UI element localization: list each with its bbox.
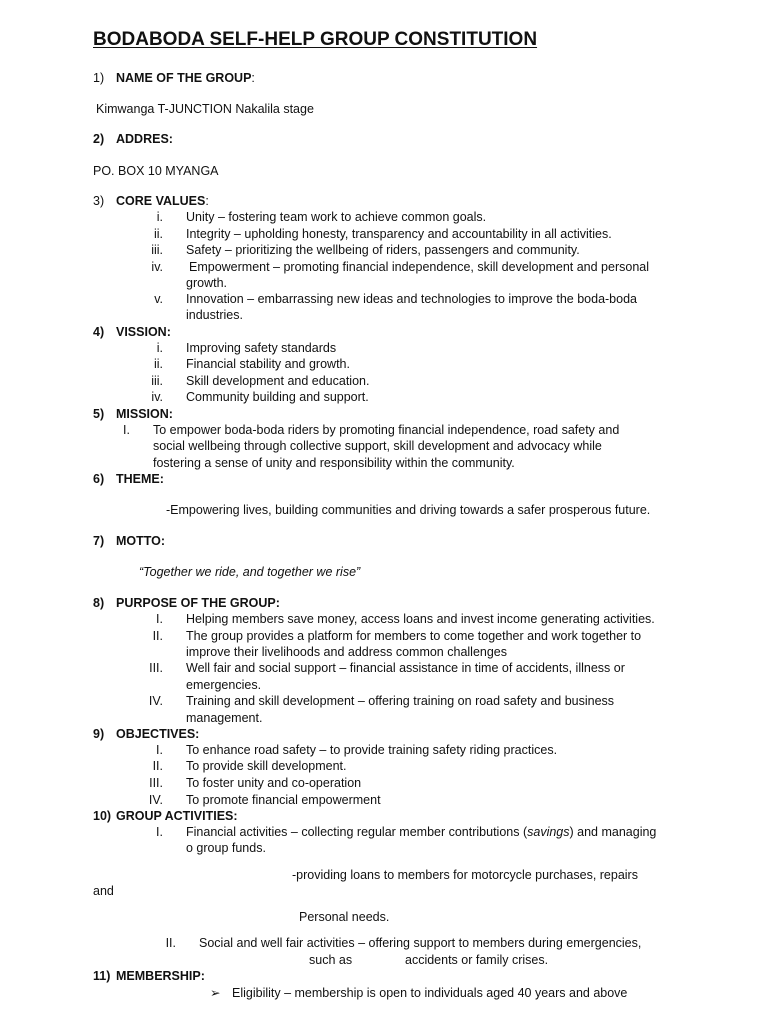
list-item-continuation: management. bbox=[186, 711, 263, 725]
list-item-continuation: o group funds. bbox=[186, 841, 266, 855]
list-item: To provide skill development. bbox=[186, 759, 347, 773]
list-item-continuation: emergencies. bbox=[186, 678, 262, 692]
section-number: 2) bbox=[93, 132, 105, 146]
section-number: 11) bbox=[93, 969, 111, 983]
theme-text: -Empowering lives, building communities and driving towards a safer prosperous future. bbox=[166, 503, 651, 517]
list-item: Well fair and social support – financial assistance in time of accidents, illness or bbox=[186, 661, 625, 675]
motto-text: “Together we ride, and together we rise” bbox=[139, 565, 361, 579]
section-heading: PURPOSE OF THE GROUP: bbox=[116, 596, 280, 610]
list-item: Safety – prioritizing the wellbeing of riders, passengers and community. bbox=[186, 243, 580, 257]
list-number: IV. bbox=[148, 793, 163, 807]
list-item: Skill development and education. bbox=[186, 374, 370, 388]
list-item: Helping members save money, access loans and invest income generating activities. bbox=[186, 612, 655, 626]
list-number: II. bbox=[152, 759, 163, 773]
list-item: Financial activities – collecting regular member contributions (savings) and managing bbox=[186, 825, 657, 839]
list-number: iii. bbox=[151, 243, 163, 257]
section-number: 1) bbox=[93, 71, 105, 85]
section-heading: ADDRES: bbox=[116, 132, 173, 146]
list-item: To promote financial empowerment bbox=[186, 793, 381, 807]
list-item: To foster unity and co-operation bbox=[186, 776, 362, 790]
section-number: 9) bbox=[93, 727, 105, 741]
list-item: Integrity – upholding honesty, transparency and accountability in all activities. bbox=[186, 227, 612, 241]
list-number: ii. bbox=[153, 227, 163, 241]
list-number: iv. bbox=[151, 390, 163, 404]
list-item-continuation: accidents or family crises. bbox=[405, 953, 549, 967]
mission-line: To empower boda-boda riders by promoting financial independence, road safety and bbox=[153, 423, 620, 437]
list-item: To enhance road safety – to provide training safety riding practices. bbox=[186, 743, 558, 757]
list-number: ii. bbox=[153, 357, 163, 371]
list-item-continuation: such as bbox=[309, 953, 353, 967]
section-heading: MEMBERSHIP: bbox=[116, 969, 205, 983]
list-number: I. bbox=[156, 743, 163, 757]
mission-line: social wellbeing through collective support, skill development and advocacy while bbox=[153, 439, 602, 453]
list-item: Financial stability and growth. bbox=[186, 357, 350, 371]
list-number: III. bbox=[149, 776, 163, 790]
list-number: III. bbox=[149, 661, 163, 675]
list-number: I. bbox=[156, 612, 163, 626]
list-item: Improving safety standards bbox=[186, 341, 337, 355]
address-value: PO. BOX 10 MYANGA bbox=[93, 164, 219, 178]
list-item: The group provides a platform for members to come together and work together to bbox=[186, 629, 642, 643]
list-number: i. bbox=[156, 341, 163, 355]
list-item-continuation: industries. bbox=[186, 308, 243, 322]
list-number: II. bbox=[152, 629, 163, 643]
list-number: I. bbox=[123, 423, 130, 437]
group-name-value: Kimwanga T-JUNCTION Nakalila stage bbox=[96, 102, 314, 116]
section-number: 6) bbox=[93, 472, 105, 486]
section-heading: NAME OF THE GROUP: bbox=[116, 71, 255, 85]
list-item: Empowerment – promoting financial independence, skill development and personal bbox=[189, 260, 649, 274]
list-item: Community building and support. bbox=[186, 390, 369, 404]
section-heading: OBJECTIVES: bbox=[116, 727, 200, 741]
section-heading: CORE VALUES: bbox=[116, 194, 209, 208]
section-heading: MISSION: bbox=[116, 407, 173, 421]
arrow-bullet-icon: ➢ bbox=[210, 986, 221, 1000]
section-number: 3) bbox=[93, 194, 105, 208]
section-number: 5) bbox=[93, 407, 105, 421]
list-item: Eligibility – membership is open to individuals aged 40 years and above bbox=[232, 986, 628, 1000]
list-number: I. bbox=[156, 825, 163, 839]
loans-line: Personal needs. bbox=[299, 910, 390, 924]
list-number: v. bbox=[154, 292, 163, 306]
list-number: II. bbox=[165, 936, 176, 950]
list-item: Innovation – embarrassing new ideas and technologies to improve the boda-boda bbox=[186, 292, 637, 306]
section-number: 4) bbox=[93, 325, 105, 339]
section-number: 7) bbox=[93, 534, 105, 548]
list-item-continuation: growth. bbox=[186, 276, 227, 290]
list-item-continuation: improve their livelihoods and address common challenges bbox=[186, 645, 508, 659]
document-title: BODABODA SELF-HELP GROUP CONSTITUTION bbox=[93, 29, 538, 50]
list-number: i. bbox=[156, 210, 163, 224]
list-item: Training and skill development – offering training on road safety and business bbox=[186, 694, 615, 708]
section-heading: GROUP ACTIVITIES: bbox=[116, 809, 238, 823]
list-number: iii. bbox=[151, 374, 163, 388]
section-heading: THEME: bbox=[116, 472, 164, 486]
list-item: Unity – fostering team work to achieve common goals. bbox=[186, 210, 487, 224]
mission-line: fostering a sense of unity and responsibility within the community. bbox=[153, 456, 515, 470]
list-item: Social and well fair activities – offering support to members during emergencies, bbox=[199, 936, 642, 950]
section-number: 8) bbox=[93, 596, 105, 610]
section-heading: MOTTO: bbox=[116, 534, 166, 548]
list-number: IV. bbox=[148, 694, 163, 708]
list-number: iv. bbox=[151, 260, 163, 274]
loans-line: and bbox=[93, 884, 114, 898]
section-heading: VISSION: bbox=[116, 325, 171, 339]
loans-line: -providing loans to members for motorcycle purchases, repairs bbox=[292, 868, 638, 882]
section-number: 10) bbox=[93, 809, 112, 823]
